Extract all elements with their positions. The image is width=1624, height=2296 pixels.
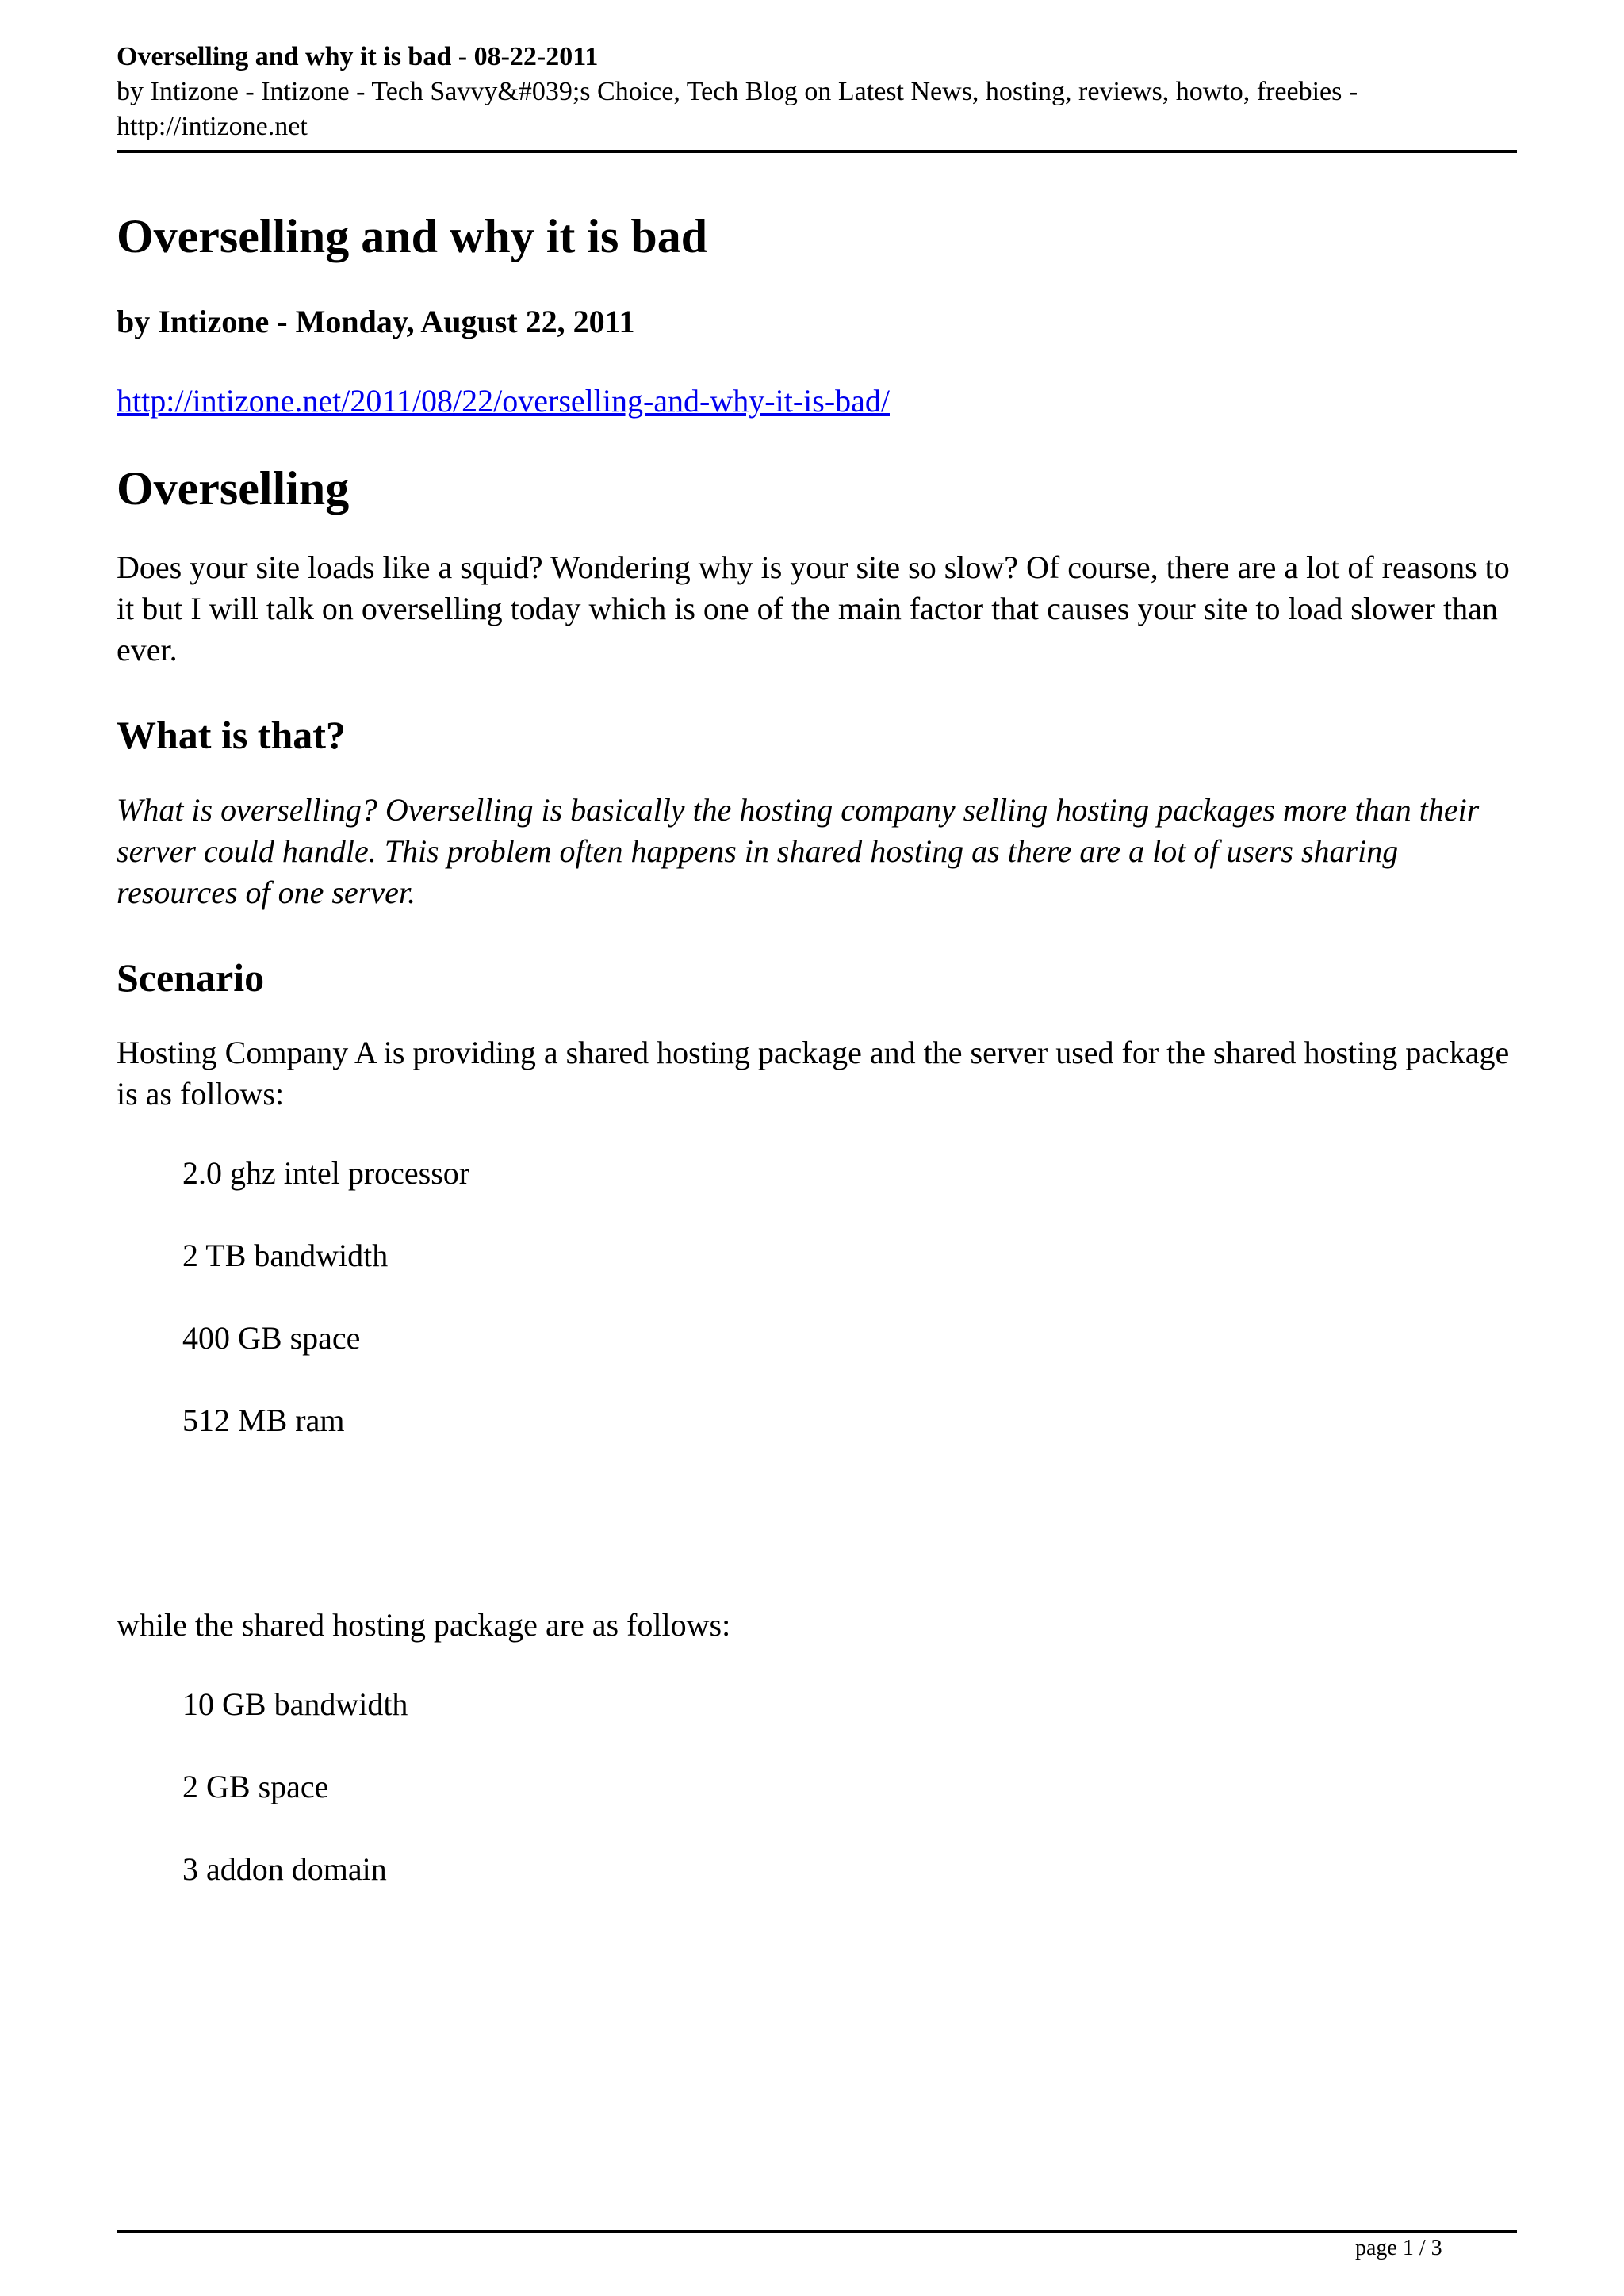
- list-item: 2.0 ghz intel processor: [182, 1155, 470, 1191]
- header-divider: [117, 150, 1517, 153]
- list-item: 10 GB bandwidth: [182, 1686, 408, 1722]
- article-title: Overselling and why it is bad: [117, 210, 708, 262]
- section-paragraph-scenario: Hosting Company A is providing a shared hosting package and the server used for the shared hosting package is as follows:: [117, 1035, 1510, 1112]
- header-subtitle: by Intizone - Intizone - Tech Savvy&#039;s Choice, Tech Blog on Latest News, hosting, reviews, howto, freebies -: [117, 77, 1358, 106]
- footer-divider: [117, 2230, 1517, 2233]
- page-header: [117, 40, 1517, 144]
- header-site-url: http://intizone.net: [117, 112, 308, 141]
- list-item: 3 addon domain: [182, 1851, 387, 1887]
- header-title: Overselling and why it is bad - 08-22-2011: [117, 42, 599, 71]
- list-item: 512 MB ram: [182, 1402, 345, 1438]
- article-body: [117, 205, 1517, 1931]
- spacer: [117, 1483, 1517, 1605]
- package-intro-paragraph: while the shared hosting package are as follows:: [117, 1607, 731, 1643]
- article-byline: by Intizone - Monday, August 22, 2011: [117, 304, 635, 339]
- section-paragraph-what-is-that: What is overselling? Overselling is basically the hosting company selling hosting packages more than their server could handle. This problem often happens in shared hosting as there are a lot of users sharing resources of one server.: [117, 792, 1480, 910]
- list-item: 2 GB space: [182, 1769, 329, 1804]
- article-permalink[interactable]: http://intizone.net/2011/08/22/overselling-and-why-it-is-bad/: [117, 383, 890, 419]
- section-paragraph-overselling: Does your site loads like a squid? Wondering why is your site so slow? Of course, there are a lot of reasons to it but I will talk on overselling today which is one of the main factor that causes your site to load slower than ever.: [117, 549, 1510, 668]
- section-heading-overselling: Overselling: [117, 462, 350, 515]
- section-heading-scenario: Scenario: [117, 955, 265, 1000]
- server-spec-list: [117, 1153, 1517, 1441]
- section-heading-what-is-that: What is that?: [117, 713, 346, 757]
- list-item: 400 GB space: [182, 1320, 361, 1356]
- package-spec-list: [117, 1684, 1517, 1890]
- page-number: page 1 / 3: [1355, 2236, 1442, 2260]
- list-item: 2 TB bandwidth: [182, 1238, 389, 1273]
